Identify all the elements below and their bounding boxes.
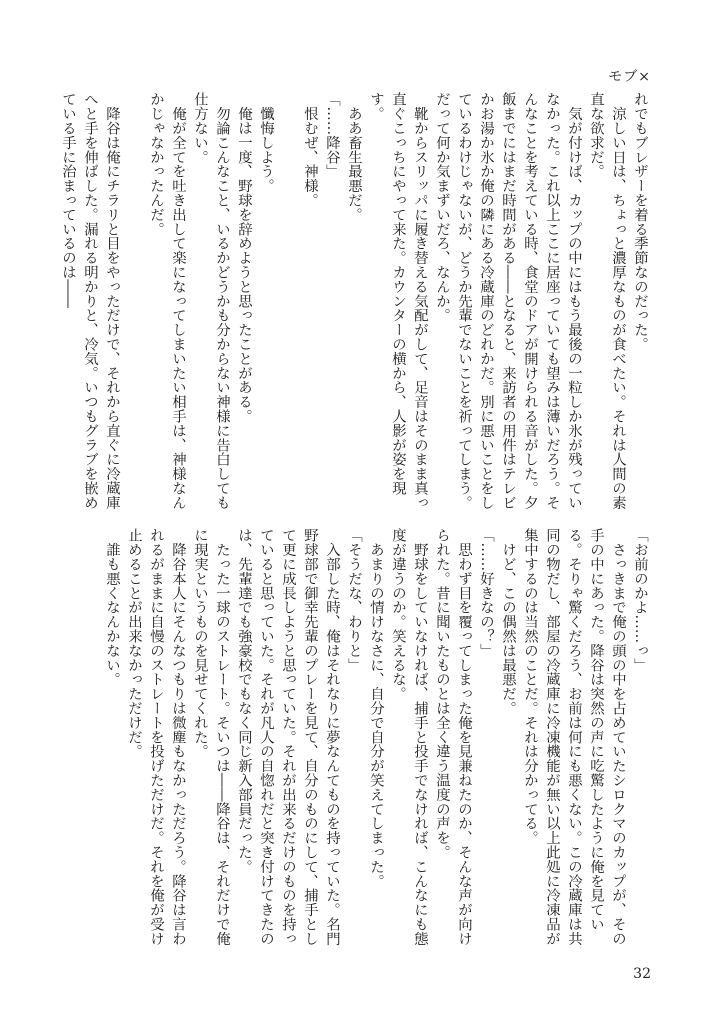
page-number: 32 (633, 966, 651, 982)
paragraph: あまりの情けなさに、自分で自分が笑えてしまった。 (368, 528, 384, 888)
paragraph: たった一球のストレート。そいつは――降谷は、それだけで俺に現実というものを見せてくれた。 (192, 528, 230, 946)
paragraph (277, 92, 299, 512)
paragraph: 降谷本人にそんなつもりは微塵もなかっただろう。降谷は言われるがままに自慢のストレートを投げただけだ。それを俺が受け止めることが出来なかっただけだ。 (126, 528, 186, 946)
running-header: モブ× (608, 69, 651, 85)
paragraph: 「……降谷」 (324, 92, 340, 179)
upper-text-block (60, 92, 651, 512)
paragraph: 靴からスリッパに履き替える気配がして、足音はそのまま真っ直ぐこっちにやって来た。カウンターの横から、人影が姿を現す。 (368, 92, 428, 510)
paragraph: 「お前のかよ……っ」 (632, 528, 648, 672)
paragraph: 俺は一度、野球を辞めようと思ったことがある。 (236, 92, 252, 424)
paragraph: 思わず目を覆ってしまった俺を見兼ねたのか、そんな声が向けられた。昔に聞いたものとは全く違う温度の声を。 (434, 528, 472, 946)
paragraph: 涼しい日は、ちょっと濃厚なものが食べたい。それは人間の素直な欲求だ。 (588, 92, 626, 510)
paragraph: 俺が全てを吐き出して楽になってしまいたい相手は、神様なんかじゃなかったんだ。 (148, 92, 186, 510)
paragraph: けど、この偶然は最悪だ。 (500, 528, 516, 716)
paragraph: 降谷は俺にチラリと目をやっただけで、それから直ぐに冷蔵庫へと手を伸ばした。漏れる明かりと、冷気。いつもグラブを嵌めている手に治まっているのは―― (60, 92, 120, 510)
paragraph: 気が付けば、カップの中にはもう最後の一粒しか氷が残っていなかった。これ以上ここに居座っていても望みは薄いだろう。そんなことを考えている時、食堂のドアが開けられる音がした。夕飯までにはまだ時間がある――となると、来訪者の用件はテレビかお湯か氷か俺の隣にある冷蔵庫のどれかだ。別に悪いことをしているわけじゃないが、どうか先輩でないことを祈ってしまう。だって何か気まずいだろ、なんか。 (434, 92, 582, 510)
paragraph: 懺悔しよう。 (258, 92, 274, 193)
paragraph: 入部した時、俺はそれなりに夢なんてものを持っていた。名門野球部で御幸先輩のプレーを見て、自分のものにして、捕手として更に成長しようと思っていた。それが出来るだけのものを持っていると思っていた。それが凡人の自惚れだと突き付けてきたのは、先輩達でも強豪校でもなく同じ新入部員だった。 (236, 528, 340, 946)
lower-text-block (106, 528, 651, 948)
paragraph: ああ畜生最悪だ。 (346, 92, 362, 222)
paragraph: さっきまで俺の頭の中を占めていたシロクマのカップが、その手の中にあった。降谷は突然の声に吃驚したように俺を見ている。そりゃ驚くだろう、お前は何にも悪くない。この冷蔵庫は共同の物だし、部屋の冷蔵庫に冷凍機能が無い以上此処に冷凍品が集中するのは当然のことだ。それは分かってる。 (522, 528, 626, 946)
paragraph: 誰も悪くなんかない。 (104, 528, 120, 687)
paragraph: 恨むぜ、神様。 (302, 92, 318, 208)
paragraph: 「……好きなの？」 (478, 528, 494, 658)
paragraph: 勿論こんなこと、いるかどうかも分からない神様に告白しても仕方ない。 (192, 92, 230, 510)
paragraph: 野球をしていなければ、捕手と投手でなければ、こんなにも態度が違うのか。笑えるな。 (390, 528, 428, 946)
paragraph (123, 92, 145, 512)
paragraph: れでもブレザーを着る季節なのだった。 (632, 92, 648, 352)
paragraph: 「そうだな、わりと」 (346, 528, 362, 672)
